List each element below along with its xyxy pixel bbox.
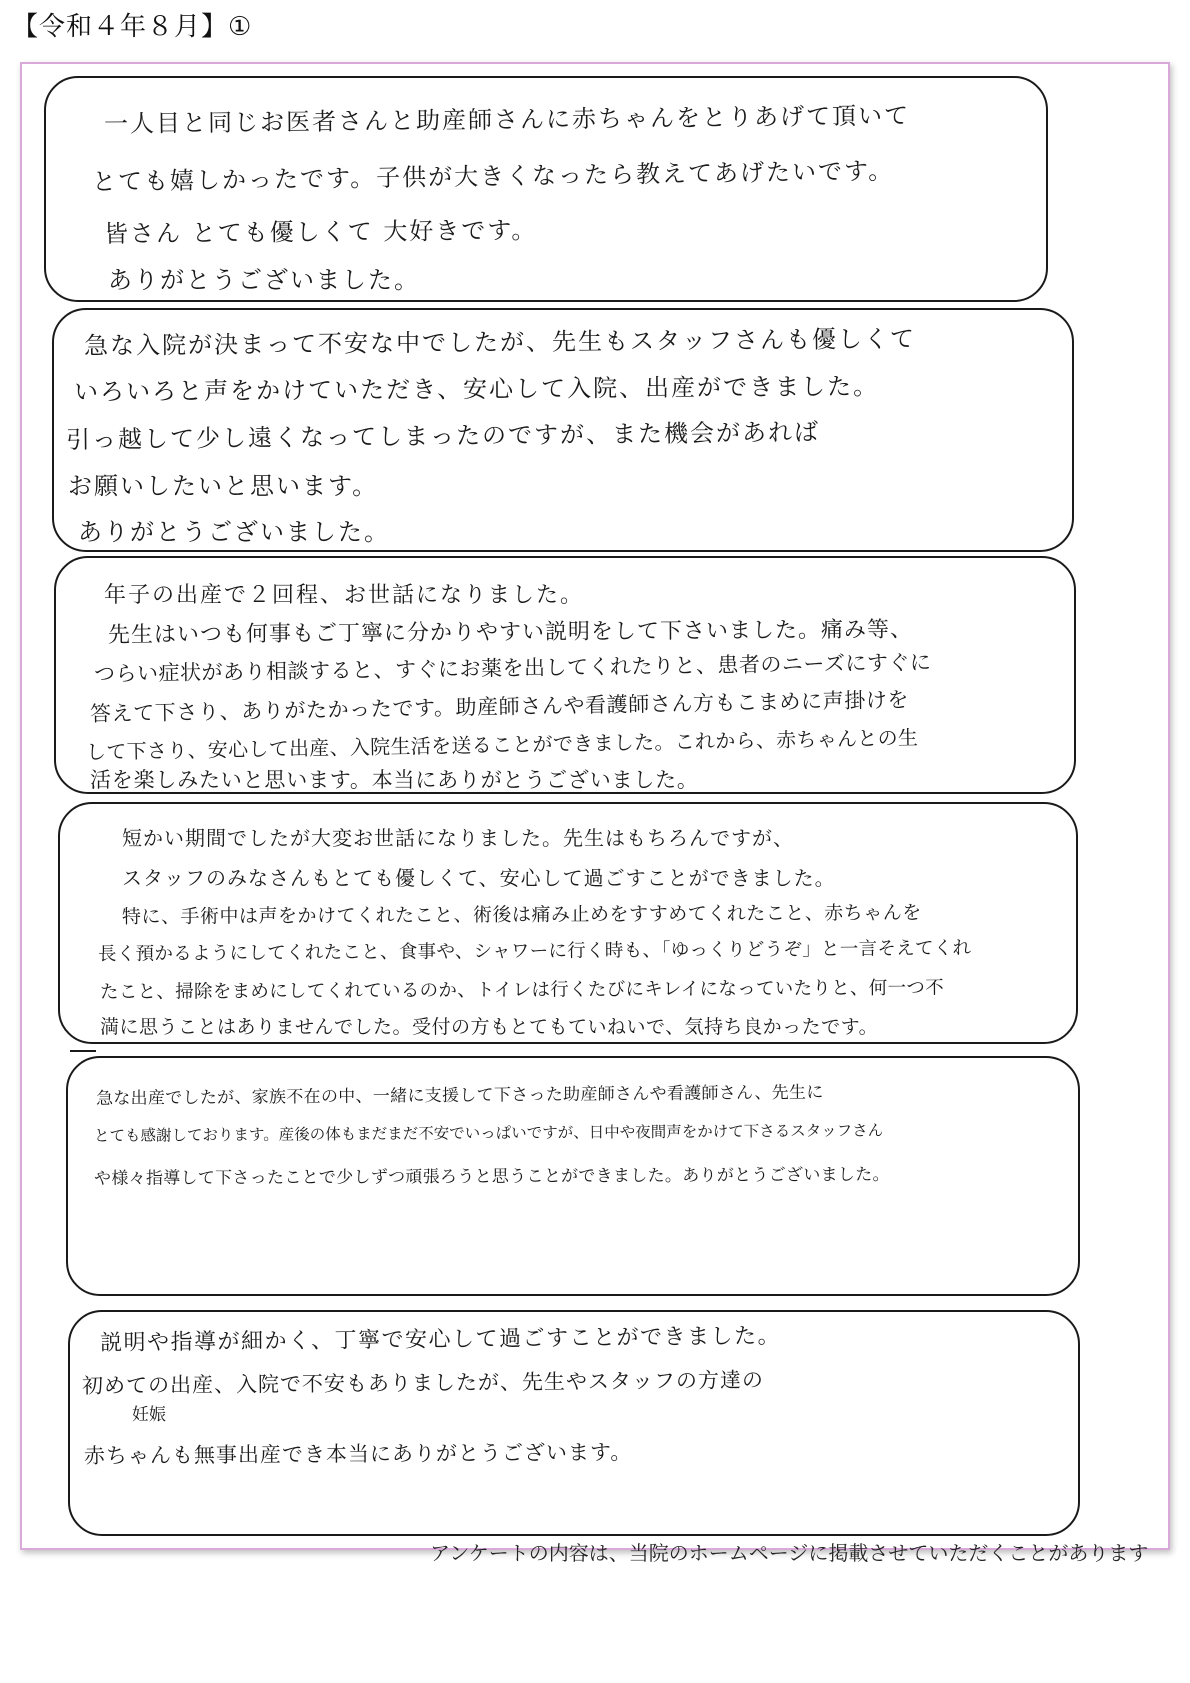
comment-line: 一人目と同じお医者さんと助産師さんに赤ちゃんをとりあげて頂いて [103, 101, 911, 138]
comment-card-4 [58, 802, 1078, 1044]
comment-card-6 [68, 1310, 1080, 1536]
comment-line: 長く預かるようにしてくれたこと、食事や、シャワーに行く時も、「ゆっくりどうぞ」と一言そえてくれ [97, 937, 972, 965]
comment-card-5 [66, 1056, 1080, 1296]
comment-line: ありがとうございました。 [78, 518, 390, 546]
comment-line: 説明や指導が細かく、丁寧で安心して過ごすことができました。 [99, 1323, 782, 1356]
comment-line: お願いしたいと思います。 [68, 472, 379, 500]
comment-line: 急な出産でしたが、家族不在の中、一緒に支援して下さった助産師さんや看護師さん、先生に [95, 1082, 824, 1109]
comment-line: 答えて下さり、ありがたかったです。助産師さんや看護師さん方もこまめに声掛けを [89, 687, 910, 726]
comment-line: 満に思うことはありませんでした。受付の方もとてもていねいで、気持ち良かったです。 [100, 1016, 879, 1038]
comment-line: 初めての出産、入院で不安もありましたが、先生やスタッフの方達の [81, 1368, 765, 1398]
comment-card-2 [52, 308, 1074, 552]
comment-card-3 [54, 556, 1076, 794]
comment-card-1 [44, 76, 1048, 302]
comment-line: とても嬉しかったです。子供が大きくなったら教えてあげたいです。 [91, 156, 895, 196]
comment-line: スタッフのみなさんもとても優しくて、安心して過ごすことができました。 [122, 866, 836, 890]
inserted-note: 妊娠 [132, 1405, 166, 1425]
comment-line: ありがとうございました。 [108, 266, 420, 294]
divider-mark [70, 1050, 96, 1052]
comment-line: 活を楽しみたいと思います。本当にありがとうございました。 [90, 768, 699, 792]
page-title: 【令和４年８月】① [12, 12, 253, 42]
comment-line: 皆さん とても優しくて 大好きです。 [103, 216, 538, 248]
comment-line: して下さり、安心して出産、入院生活を送ることができました。これから、赤ちゃんとの生 [85, 725, 919, 764]
comment-line: や様々指導して下さったことで少しずつ頑張ろうと思うことができました。ありがとうございました。 [93, 1164, 890, 1189]
comment-line: たこと、掃除をまめにしてくれているのか、トイレは行くたびにキレイになっていたりと、何一つ不 [99, 977, 945, 1003]
comment-line: つらい症状があり相談すると、すぐにお薬を出してくれたりと、患者のニーズにすぐに [93, 650, 932, 686]
comment-line: 短かい期間でしたが大変お世話になりました。先生はもちろんですが、 [122, 826, 794, 850]
comment-line: とても感謝しております。産後の体もまだまだ不安でいっぱいですが、日中や夜間声をかけて下さるスタッフさん [93, 1121, 884, 1145]
comment-line: 引っ越して少し遠くなってしまったのですが、また機会があれば [65, 418, 821, 454]
comment-line: 年子の出産で２回程、お世話になりました。 [104, 583, 585, 608]
comment-line: 赤ちゃんも無事出産でき本当にありがとうございます。 [83, 1440, 633, 1468]
comment-line: いろいろと声をかけていただき、安心して入院、出産ができました。 [73, 372, 880, 406]
comment-line: 先生はいつも何事もご丁寧に分かりやすい説明をして下さいました。痛み等、 [107, 617, 914, 648]
footer-note: アンケートの内容は、当院のホームページに掲載させていただくことがあります [430, 1541, 1149, 1565]
comment-line: 特に、手術中は声をかけてくれたこと、術後は痛み止めをすすめてくれたこと、赤ちゃんを [121, 901, 922, 928]
comment-line: 急な入院が決まって不安な中でしたが、先生もスタッフさんも優しくて [83, 324, 917, 360]
